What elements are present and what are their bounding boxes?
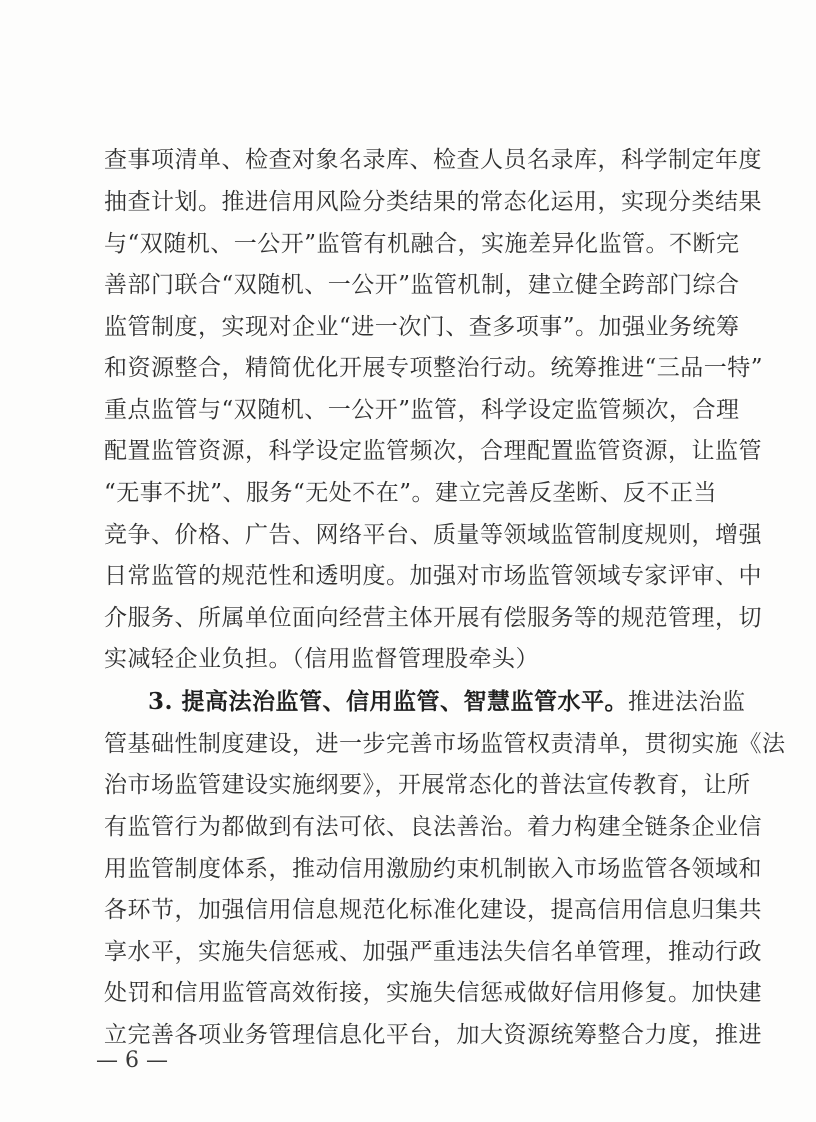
- text-line: 和资源整合，精简优化开展专项整治行动。统筹推进“三品一特”: [104, 355, 764, 381]
- text-line: 用监管制度体系，推动信用激励约束机制嵌入市场监管各领域和: [104, 856, 762, 882]
- text-line: 监管制度，实现对企业“进一次门、查多项事”。加强业务统筹: [104, 314, 740, 340]
- text-line: 与“双随机、一公开”监管有机融合，实施差异化监管。不断完: [104, 231, 740, 257]
- text-line: 治市场监管建设实施纲要》，开展常态化的普法宣传教育，让所: [104, 772, 751, 798]
- text-line: 管基础性制度建设，进一步完善市场监管权责清单，贯彻实施《法: [104, 731, 786, 757]
- text-line: 实减轻企业负担。（信用监督管理股牵头）: [104, 646, 539, 672]
- text-line: 有监管行为都做到有法可依、良法善治。着力构建全链条企业信: [104, 814, 762, 840]
- text-line: 抽查计划。推进信用风险分类结果的常态化运用，实现分类结果: [104, 189, 762, 215]
- text-line: 各环节，加强信用信息规范化标准化建设，提高信用信息归集共: [104, 897, 762, 923]
- text-line: 竞争、价格、广告、网络平台、质量等领域监管制度规则，增强: [104, 522, 762, 548]
- text-line: 配置监管资源，科学设定监管频次，合理配置监管资源，让监管: [104, 438, 762, 464]
- text-line: 介服务、所属单位面向经营主体开展有偿服务等的规范管理，切: [104, 605, 762, 631]
- section-heading-line: [148, 682, 746, 722]
- text-run: 推进法治监: [628, 689, 746, 715]
- text-line: 处罚和信用监管高效衔接，实施失信惩戒做好信用修复。加快建: [104, 980, 762, 1006]
- text-line: 善部门联合“双随机、一公开”监管机制，建立健全跨部门综合: [104, 272, 740, 298]
- section-heading: 3. 提高法治监管、信用监管、智慧监管水平。: [148, 688, 629, 715]
- text-line: 重点监管与“双随机、一公开”监管，科学设定监管频次，合理: [104, 397, 740, 423]
- text-line: 立完善各项业务管理信息化平台，加大资源统筹整合力度，推进: [104, 1022, 762, 1048]
- text-line: 享水平，实施失信惩戒、加强严重违法失信名单管理，推动行政: [104, 939, 762, 965]
- page-number: — 6 —: [96, 1048, 168, 1073]
- text-line: “无事不扰”、服务“无处不在”。建立完善反垄断、反不正当: [104, 480, 718, 506]
- text-line: 查事项清单、检查对象名录库、检查人员名录库，科学制定年度: [104, 147, 762, 173]
- text-line: 日常监管的规范性和透明度。加强对市场监管领域专家评审、中: [104, 563, 762, 589]
